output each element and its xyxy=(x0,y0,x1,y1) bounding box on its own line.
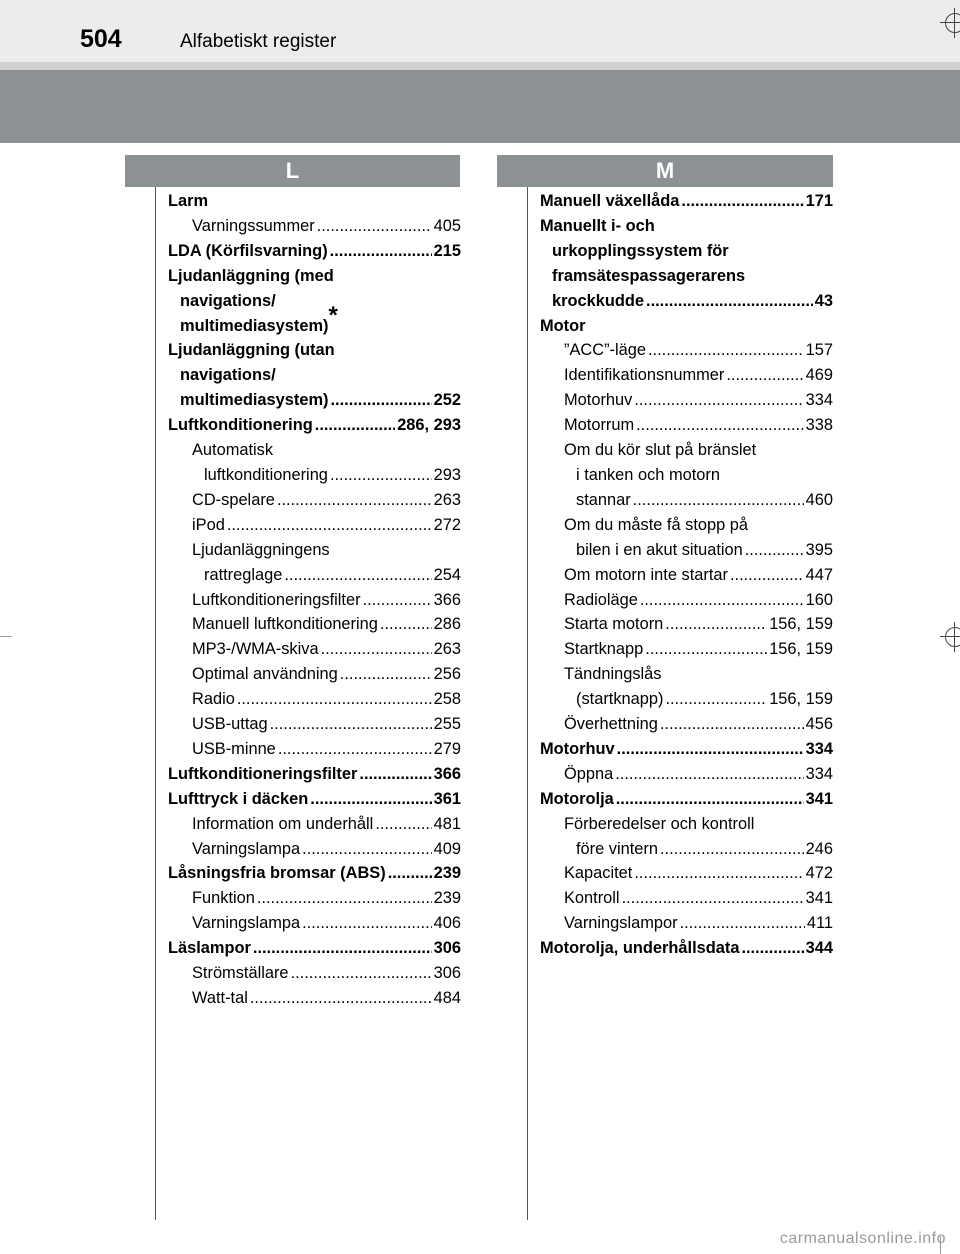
index-column-l xyxy=(168,189,461,1011)
entry-term: Watt-tal xyxy=(192,989,248,1007)
index-entry xyxy=(168,264,461,339)
dot-leader xyxy=(227,513,432,538)
index-entry xyxy=(540,513,833,563)
index-entry xyxy=(168,812,461,837)
entry-term: Luftkonditioneringsfilter xyxy=(192,590,361,609)
entry-term: Om du måste få stopp på xyxy=(564,515,749,534)
entry-term: Läslampor xyxy=(168,939,251,958)
dot-leader xyxy=(617,737,804,762)
index-entry xyxy=(168,961,461,986)
dot-leader xyxy=(375,812,431,837)
entry-term: Optimal användning xyxy=(192,665,338,684)
entry-term: Manuell växellåda xyxy=(540,192,680,210)
column-rule-right xyxy=(527,187,528,1220)
entry-page-number: 215 xyxy=(433,241,461,260)
entry-page-number: 254 xyxy=(433,565,461,584)
index-column-m xyxy=(540,189,833,961)
dot-leader xyxy=(388,861,432,886)
entry-page-number: 157 xyxy=(805,341,833,360)
entry-page-number: 272 xyxy=(433,515,461,534)
crop-mark-icon xyxy=(940,8,960,38)
entry-term: Om du kör slut på bränslet xyxy=(564,441,757,460)
dot-leader xyxy=(291,961,432,986)
header-band xyxy=(0,70,960,143)
dot-leader xyxy=(660,837,804,862)
entry-page-number: 246 xyxy=(805,839,833,858)
dot-leader xyxy=(302,837,432,862)
index-entry xyxy=(540,314,833,339)
entry-term: Motor xyxy=(540,316,586,335)
entry-term: framsätespassagerarens xyxy=(552,266,746,285)
entry-term: stannar xyxy=(576,490,631,509)
entry-page-number: 338 xyxy=(805,416,833,435)
entry-term: Varningslampa xyxy=(192,839,301,858)
dot-leader xyxy=(646,289,813,314)
dot-leader xyxy=(616,787,804,812)
index-entry xyxy=(540,787,833,812)
index-entry xyxy=(168,637,461,662)
entry-term: ”ACC”-läge xyxy=(564,341,646,360)
entry-page-number: 306 xyxy=(433,939,461,958)
column-rule-left xyxy=(155,187,156,1220)
index-entry xyxy=(540,936,833,961)
watermark: carmanualsonline.info xyxy=(779,1230,946,1247)
entry-page-number: 344 xyxy=(805,939,833,958)
entry-page-number: 406 xyxy=(433,914,461,933)
index-entry xyxy=(168,239,461,264)
index-entry xyxy=(168,762,461,787)
dot-leader xyxy=(250,986,432,1011)
entry-term: navigations/ xyxy=(180,291,276,310)
entry-page-number: 239 xyxy=(433,889,461,908)
dot-leader xyxy=(648,338,804,363)
dot-leader xyxy=(634,388,803,413)
entry-page-number: 43 xyxy=(814,291,833,310)
dot-leader xyxy=(330,388,431,413)
entry-term: Motorrum xyxy=(564,416,635,435)
index-entry xyxy=(168,886,461,911)
index-entry xyxy=(168,438,461,488)
entry-term: Larm xyxy=(168,192,209,210)
entry-term: Startknapp xyxy=(564,640,644,659)
dot-leader xyxy=(270,712,432,737)
dot-leader xyxy=(302,911,432,936)
index-entry xyxy=(168,737,461,762)
entry-term: USB-minne xyxy=(192,739,276,758)
entry-term: Radio xyxy=(192,690,235,709)
entry-page-number: 366 xyxy=(433,590,461,609)
entry-term: urkopplingssystem för xyxy=(552,241,729,260)
entry-page-number: 395 xyxy=(805,540,833,559)
dot-leader xyxy=(681,189,803,214)
index-entry xyxy=(168,787,461,812)
entry-term: Förberedelser och kontroll xyxy=(564,814,755,833)
page-title: Alfabetiskt register xyxy=(180,31,337,52)
index-entry xyxy=(168,986,461,1011)
index-entry xyxy=(540,413,833,438)
index-entry xyxy=(540,563,833,588)
dot-leader xyxy=(277,488,432,513)
dot-leader xyxy=(359,762,431,787)
index-entry xyxy=(168,861,461,886)
entry-term: Starta motorn xyxy=(564,615,664,634)
entry-term: Automatisk xyxy=(192,441,274,460)
entry-page-number: 472 xyxy=(805,864,833,883)
entry-page-number: 239 xyxy=(433,864,461,883)
entry-page-number: 258 xyxy=(433,690,461,709)
entry-term: Manuellt i- och xyxy=(540,216,655,235)
dot-leader xyxy=(636,413,804,438)
dot-leader xyxy=(745,538,804,563)
entry-term: Motorhuv xyxy=(564,391,633,410)
index-entry xyxy=(540,637,833,662)
entry-term: Motorhuv xyxy=(540,739,615,758)
entry-term: MP3-/WMA-skiva xyxy=(192,640,319,659)
entry-page-number: 334 xyxy=(805,739,833,758)
entry-page-number: 334 xyxy=(805,391,833,410)
entry-term: Tändningslås xyxy=(564,665,662,684)
index-entry xyxy=(540,189,833,214)
entry-term: Ljudanläggning (utan xyxy=(168,341,335,360)
entry-term: Luftkonditionering xyxy=(168,416,313,435)
entry-page-number: 447 xyxy=(805,565,833,584)
entry-page-number: 469 xyxy=(805,366,833,385)
entry-page-number: 341 xyxy=(805,889,833,908)
index-entry xyxy=(540,338,833,363)
entry-term: Ljudanläggningens xyxy=(192,540,330,559)
dot-leader xyxy=(640,588,804,613)
entry-page-number: 293 xyxy=(433,465,461,484)
index-entry xyxy=(540,737,833,762)
index-entry xyxy=(540,911,833,936)
dot-leader xyxy=(726,363,803,388)
index-entry xyxy=(540,712,833,737)
entry-term: Ljudanläggning (med xyxy=(168,266,334,285)
entry-term: Lufttryck i däcken xyxy=(168,789,309,808)
dot-leader xyxy=(363,588,432,613)
entry-term: Överhettning xyxy=(564,715,658,734)
entry-page-number: 255 xyxy=(433,715,461,734)
page-header xyxy=(0,0,960,62)
entry-term: före vintern xyxy=(576,839,658,858)
entry-term: Radioläge xyxy=(564,590,638,609)
index-entry xyxy=(540,388,833,413)
entry-page-number: 456 xyxy=(805,715,833,734)
entry-page-number: 286, 293 xyxy=(397,416,461,435)
entry-page-number: 409 xyxy=(433,839,461,858)
index-entry xyxy=(168,214,461,239)
header-strip xyxy=(0,62,960,70)
index-entry xyxy=(540,861,833,886)
crop-mark-icon xyxy=(940,622,960,652)
dot-leader xyxy=(321,637,432,662)
entry-term: Varningslampor xyxy=(564,914,678,933)
entry-term: Funktion xyxy=(192,889,255,908)
entry-page-number: 263 xyxy=(433,490,461,509)
dot-leader xyxy=(278,737,432,762)
index-entry xyxy=(540,588,833,613)
index-entry xyxy=(168,338,461,413)
index-entry xyxy=(540,662,833,712)
dot-leader xyxy=(257,886,432,911)
index-entry xyxy=(168,837,461,862)
entry-page-number: 252 xyxy=(433,391,461,410)
index-entry xyxy=(168,936,461,961)
dot-leader xyxy=(330,463,432,488)
entry-page-number: 361 xyxy=(433,789,461,808)
entry-page-number: 411 xyxy=(806,914,833,933)
index-entry xyxy=(168,612,461,637)
dot-leader xyxy=(665,612,767,637)
entry-page-number: 484 xyxy=(433,989,461,1007)
entry-page-number: 156, 159 xyxy=(769,690,833,709)
index-entry xyxy=(168,488,461,513)
entry-term: krockkudde xyxy=(552,291,645,310)
entry-page-number: 481 xyxy=(433,814,461,833)
index-entry xyxy=(540,363,833,388)
index-entry xyxy=(540,886,833,911)
dot-leader xyxy=(634,861,803,886)
entry-term: multimediasystem) xyxy=(180,316,329,335)
dot-leader xyxy=(284,563,431,588)
dot-leader xyxy=(633,488,804,513)
index-entry xyxy=(540,214,833,314)
dot-leader xyxy=(645,637,767,662)
letter-heading-m: M xyxy=(497,155,833,187)
entry-page-number: 306 xyxy=(433,964,461,983)
entry-term: Manuell luftkonditionering xyxy=(192,615,378,634)
entry-term: (startknapp) xyxy=(576,690,664,709)
entry-term: Varningslampa xyxy=(192,914,301,933)
entry-term: Luftkonditioneringsfilter xyxy=(168,764,358,783)
entry-term: LDA (Körfilsvarning) xyxy=(168,241,328,260)
entry-term: Kontroll xyxy=(564,889,620,908)
entry-page-number: 156, 159 xyxy=(769,615,833,634)
entry-term: iPod xyxy=(192,515,225,534)
dot-leader xyxy=(665,687,767,712)
entry-term: Om motorn inte startar xyxy=(564,565,728,584)
entry-page-number: 171 xyxy=(805,192,833,210)
entry-term: Kapacitet xyxy=(564,864,633,883)
entry-page-number: 160 xyxy=(805,590,833,609)
footnote-marker: * xyxy=(328,301,338,329)
entry-page-number: 405 xyxy=(433,216,461,235)
entry-page-number: 279 xyxy=(433,739,461,758)
index-entry xyxy=(168,911,461,936)
dot-leader xyxy=(730,563,804,588)
entry-term: USB-uttag xyxy=(192,715,268,734)
entry-term: Strömställare xyxy=(192,964,289,983)
dot-leader xyxy=(380,612,432,637)
entry-term: luftkonditionering xyxy=(204,465,328,484)
dot-leader xyxy=(253,936,432,961)
entry-term: Motorolja, underhållsdata xyxy=(540,939,740,958)
entry-term: rattreglage xyxy=(204,565,283,584)
index-entry xyxy=(168,538,461,588)
entry-term: Varningssummer xyxy=(192,216,315,235)
entry-page-number: 366 xyxy=(433,764,461,783)
entry-term: multimediasystem) xyxy=(180,391,329,410)
entry-page-number: 334 xyxy=(805,764,833,783)
index-entry xyxy=(168,687,461,712)
dot-leader xyxy=(741,936,803,961)
dot-leader xyxy=(317,214,432,239)
index-entry xyxy=(540,762,833,787)
index-entry xyxy=(168,662,461,687)
dot-leader xyxy=(315,413,395,438)
dot-leader xyxy=(680,911,805,936)
index-entry xyxy=(540,812,833,862)
index-entry xyxy=(168,189,461,214)
dot-leader xyxy=(622,886,804,911)
registration-tick xyxy=(0,636,12,637)
entry-term: Öppna xyxy=(564,764,614,783)
entry-page-number: 286 xyxy=(433,615,461,634)
index-entry xyxy=(168,513,461,538)
letter-heading-l: L xyxy=(125,155,460,187)
entry-page-number: 341 xyxy=(805,789,833,808)
entry-page-number: 460 xyxy=(805,490,833,509)
dot-leader xyxy=(615,762,803,787)
entry-term: Låsningsfria bromsar (ABS) xyxy=(168,864,386,883)
index-entry xyxy=(168,588,461,613)
dot-leader xyxy=(237,687,432,712)
dot-leader xyxy=(660,712,804,737)
entry-term: CD-spelare xyxy=(192,490,275,509)
index-entry xyxy=(168,712,461,737)
entry-term: Motorolja xyxy=(540,789,614,808)
entry-page-number: 263 xyxy=(433,640,461,659)
index-entry xyxy=(540,438,833,513)
index-entry xyxy=(168,413,461,438)
entry-term: Information om underhåll xyxy=(192,814,374,833)
dot-leader xyxy=(310,787,431,812)
entry-page-number: 156, 159 xyxy=(769,640,833,659)
index-entry xyxy=(540,612,833,637)
entry-term: i tanken och motorn xyxy=(576,465,720,484)
entry-term: bilen i en akut situation xyxy=(576,540,743,559)
dot-leader xyxy=(340,662,432,687)
entry-term: navigations/ xyxy=(180,366,276,385)
dot-leader xyxy=(330,239,432,264)
page-number: 504 xyxy=(80,25,122,53)
entry-page-number: 256 xyxy=(433,665,461,684)
entry-term: Identifikationsnummer xyxy=(564,366,725,385)
